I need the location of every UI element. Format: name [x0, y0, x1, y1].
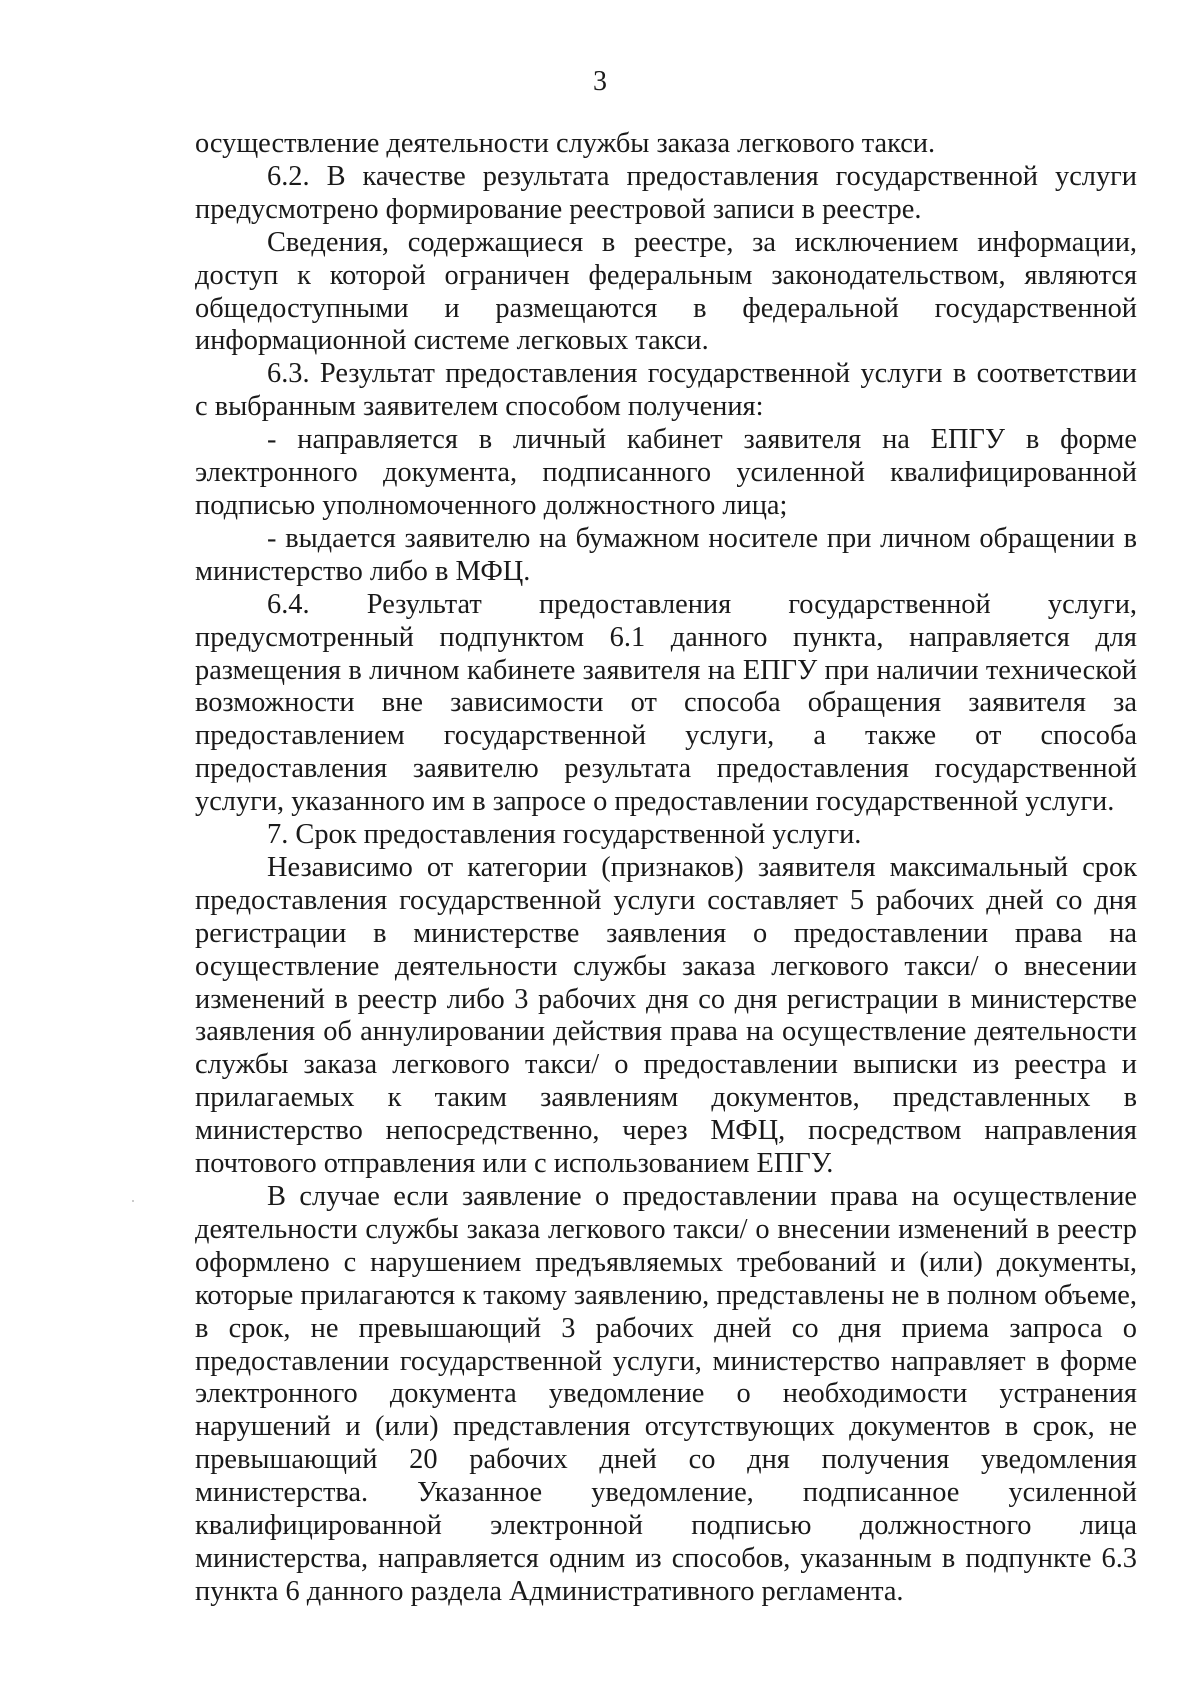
- paragraph-continuation: осуществление деятельности службы заказа легкового такси.: [195, 128, 936, 159]
- paragraph-6-4: 6.4. Результат предоставления государственной услуги, предусмотренный подпунктом 6.1 данного пункта, направляется для размещения в личном кабинете заявителя на ЕПГУ при наличии технической возможности вне зависимости от способа обращения заявителя за предоставлением государственной услуги, а также от способа предоставления заявителю результата предоставления государственной услуги, указанного им в запросе о предоставлении государственной услуги.: [195, 588, 1137, 818]
- document-body: [195, 128, 1137, 1609]
- paragraph-7-heading: 7. Срок предоставления государственной услуги.: [267, 819, 862, 851]
- scan-speck: [132, 1200, 134, 1202]
- page-number: 3: [593, 66, 607, 97]
- paragraph-violation-notice: В случае если заявление о предоставлении права на осуществление деятельности службы заказа легкового такси/ о внесении изменений в реестр оформлено с нарушением предъявляемых требований и (или) документы, которые прилагаются к такому заявлению, представлены не в полном объеме, в срок, не превышающий 3 рабочих дней со дня приема запроса о предоставлении государственной услуги, министерство направляет в форме электронного документа уведомление о необходимости устранения нарушений и (или) представления отсутствующих документов в срок, не превышающий 20 рабочих дней со дня получения уведомления министерства. Указанное уведомление, подписанное усиленной квалифицированной электронной подписью должностного лица министерства, направляется одним из способов, указанным в подпункте 6.3 пункта 6 данного раздела Административного регламента.: [195, 1181, 1137, 1607]
- paragraph-registry-info: Сведения, содержащиеся в реестре, за исключением информации, доступ к которой ограничен федеральным законодательством, являются общедоступными и размещаются в федеральной государственной информационной системе легковых такси.: [195, 226, 1137, 357]
- list-item-epgu-cabinet: - направляется в личный кабинет заявителя на ЕПГУ в форме электронного документа, подписанного усиленной квалифицированной подписью уполномоченного должностного лица;: [195, 424, 1137, 521]
- paragraph-service-term: Независимо от категории (признаков) заявителя максимальный срок предоставления государственной услуги составляет 5 рабочих дней со дня регистрации в министерстве заявления о предоставлении права на осуществление деятельности службы заказа легкового такси/ о внесении изменений в реестр либо 3 рабочих дня со дня регистрации в министерстве заявления об аннулировании действия права на осуществление деятельности службы заказа легкового такси/ о предоставлении выписки из реестра и прилагаемых к таким заявлениям документов, представленных в министерство непосредственно, через МФЦ, посредством направления почтового отправления или с использованием ЕПГУ.: [195, 851, 1137, 1180]
- paragraph-6-2: 6.2. В качестве результата предоставления государственной услуги предусмотрено формирование реестровой записи в реестре.: [195, 160, 1137, 225]
- paragraph-6-3: 6.3. Результат предоставления государственной услуги в соответствии с выбранным заявителем способом получения:: [195, 358, 1137, 423]
- list-item-paper-copy: - выдается заявителю на бумажном носителе при личном обращении в министерство либо в МФЦ.: [195, 522, 1137, 587]
